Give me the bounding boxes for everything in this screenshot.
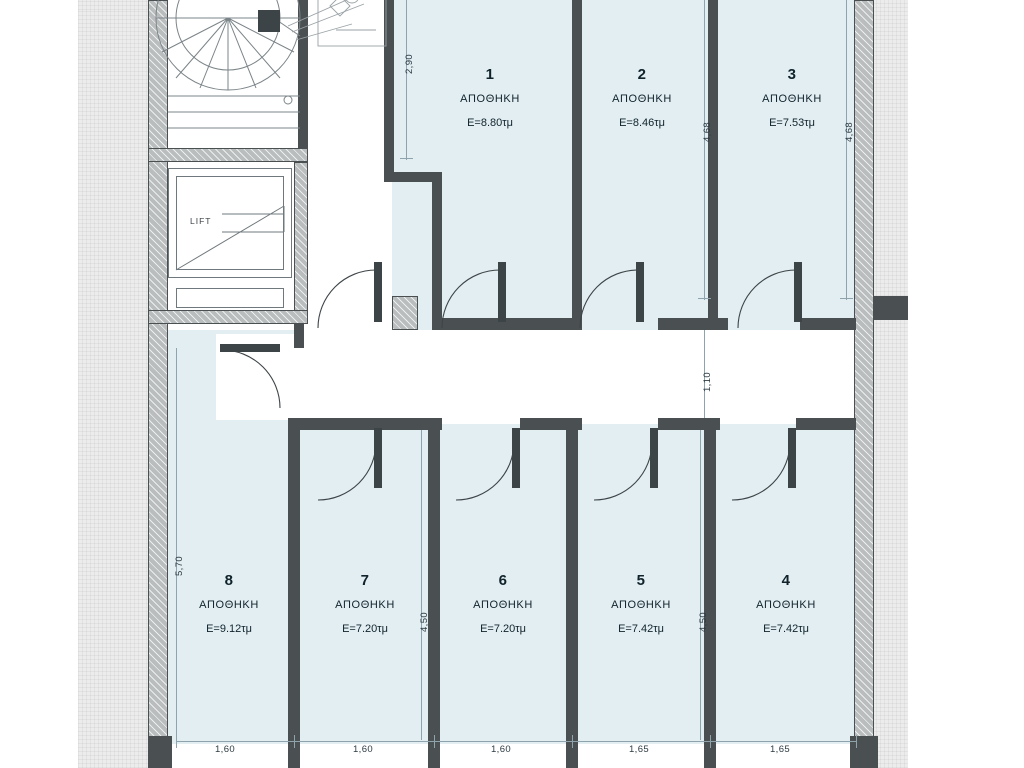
dim-b-165b: 1,65 xyxy=(770,744,791,755)
room-name-5: ΑΠΟΘΗΚΗ xyxy=(611,598,671,611)
dimline-v-468b xyxy=(846,0,847,300)
room-area-7: E=7.20τμ xyxy=(342,622,388,635)
dim-v-450b: 4,50 xyxy=(698,611,709,632)
dimline-v-290 xyxy=(406,0,407,160)
room-label-6 xyxy=(444,572,562,636)
dim-b-165a: 1,65 xyxy=(629,744,650,755)
room-area-3: E=7.53τμ xyxy=(769,116,815,129)
room-number-5: 5 xyxy=(636,572,646,589)
room-name-3: ΑΠΟΘΗΚΗ xyxy=(762,92,822,105)
dimtick-v-290 xyxy=(400,158,413,159)
room-label-1 xyxy=(420,66,560,130)
dimtick-v-468b xyxy=(840,298,853,299)
room-name-2: ΑΠΟΘΗΚΗ xyxy=(612,92,672,105)
room-area-5: E=7.42τμ xyxy=(618,622,664,635)
room-label-8 xyxy=(172,572,286,636)
dimtick-b4 xyxy=(572,735,573,748)
room-label-4 xyxy=(722,572,850,636)
lift-door-outline xyxy=(176,288,284,308)
dim-v-468b: 4,68 xyxy=(844,121,855,142)
dimtick-b6 xyxy=(856,735,857,748)
dim-v-110: 1,10 xyxy=(702,371,713,392)
dim-v-290: 2,90 xyxy=(404,53,415,74)
dim-b-160c: 1,60 xyxy=(491,744,512,755)
dimtick-v-468a xyxy=(698,298,711,299)
room-name-7: ΑΠΟΘΗΚΗ xyxy=(335,598,395,611)
room-area-4: E=7.42τμ xyxy=(763,622,809,635)
room-number-1: 1 xyxy=(485,66,495,83)
dim-v-468a: 4,68 xyxy=(702,121,713,142)
room-name-8: ΑΠΟΘΗΚΗ xyxy=(199,598,259,611)
dimline-v-450a xyxy=(421,430,422,740)
room-label-2 xyxy=(578,66,706,130)
room-number-6: 6 xyxy=(498,572,508,589)
dimtick-b2 xyxy=(294,735,295,748)
dimline-bottom xyxy=(176,741,856,742)
room-number-3: 3 xyxy=(787,66,797,83)
dim-v-450a: 4,50 xyxy=(419,611,430,632)
dim-v-570: 5,70 xyxy=(174,555,185,576)
room-area-1: E=8.80τμ xyxy=(467,116,513,129)
dim-b-160a: 1,60 xyxy=(215,744,236,755)
dimline-v-450b xyxy=(700,430,701,740)
dimline-v-570 xyxy=(176,348,177,740)
lift-label: LIFT xyxy=(190,216,212,226)
dimtick-b1 xyxy=(176,735,177,748)
dimline-v-468a xyxy=(704,0,705,300)
dim-b-160b: 1,60 xyxy=(353,744,374,755)
room-area-8: E=9.12τμ xyxy=(206,622,252,635)
room-number-8: 8 xyxy=(224,572,234,589)
room-area-2: E=8.46τμ xyxy=(619,116,665,129)
room-name-4: ΑΠΟΘΗΚΗ xyxy=(756,598,816,611)
room-number-7: 7 xyxy=(360,572,370,589)
room-name-1: ΑΠΟΘΗΚΗ xyxy=(460,92,520,105)
dimtick-b3 xyxy=(434,735,435,748)
room-number-4: 4 xyxy=(781,572,791,589)
room-label-7 xyxy=(306,572,424,636)
room-label-5 xyxy=(582,572,700,636)
room-area-6: E=7.20τμ xyxy=(480,622,526,635)
dimtick-b5 xyxy=(710,735,711,748)
room-label-3 xyxy=(728,66,856,130)
room-number-2: 2 xyxy=(637,66,647,83)
room-name-6: ΑΠΟΘΗΚΗ xyxy=(473,598,533,611)
